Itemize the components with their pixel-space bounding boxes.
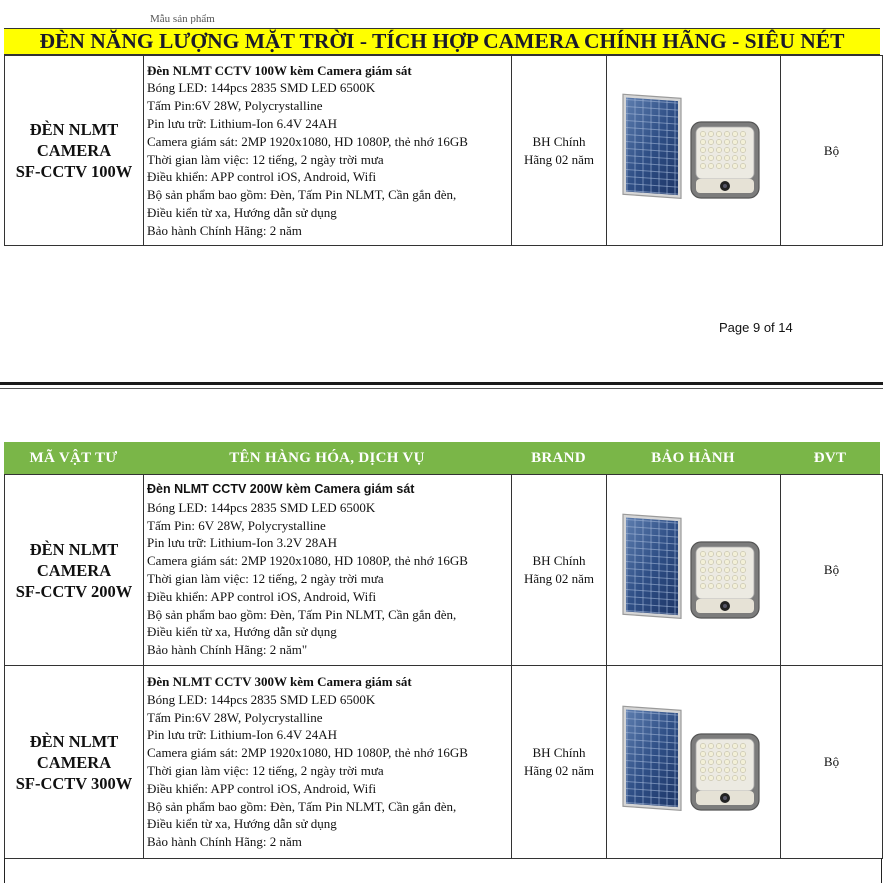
spec-line: Bóng LED: 144pcs 2835 SMD LED 6500K <box>147 499 376 515</box>
table-row <box>5 56 883 246</box>
page-divider-thin <box>0 388 883 389</box>
code-line: SF-CCTV 100W <box>15 162 133 181</box>
warranty-line: BH Chính <box>532 553 586 568</box>
spec-line: Tấm Pin: 6V 28W, Polycrystalline <box>147 517 326 533</box>
warranty-cell <box>512 666 607 859</box>
unit-cell: Bộ <box>781 475 883 666</box>
product-description <box>144 56 512 246</box>
product-image-cell <box>607 475 781 666</box>
spec-line: Pin lưu trữ: Lithium-Ion 3.2V 28AH <box>147 535 338 551</box>
product-code <box>5 666 144 859</box>
code-line: ĐÈN NLMT <box>29 120 119 139</box>
product-title: Đèn NLMT CCTV 200W kèm Camera giám sát <box>147 482 415 497</box>
product-table-top <box>4 55 883 246</box>
spec-line: Thời gian làm việc: 12 tiếng, 2 ngày trời mưa <box>147 151 384 167</box>
spec-line: Camera giám sát: 2MP 1920x1080, HD 1080P, thẻ nhớ 16GB <box>147 133 468 149</box>
spec-line: Bộ sản phẩm bao gồm: Đèn, Tấm Pin NLMT, Cần gắn đèn, <box>147 606 457 622</box>
page-number: Page 9 of 14 <box>719 320 793 335</box>
code-line: ĐÈN NLMT <box>29 539 119 559</box>
product-title: Đèn NLMT CCTV 100W kèm Camera giám sát <box>147 62 412 78</box>
spec-line: Tấm Pin:6V 28W, Polycrystalline <box>147 709 323 725</box>
spec-line: Điều khiển: APP control iOS, Android, Wifi <box>147 780 377 796</box>
product-image-cell <box>607 666 781 859</box>
product-table <box>4 474 883 859</box>
product-image <box>619 704 769 816</box>
warranty-line: BH Chính <box>532 745 586 760</box>
product-image <box>619 512 769 624</box>
product-image <box>619 92 769 204</box>
code-line: CAMERA <box>36 560 112 580</box>
spec-line: Bộ sản phẩm bao gồm: Đèn, Tấm Pin NLMT, Cần gắn đèn, <box>147 187 457 203</box>
page-divider <box>0 382 883 385</box>
warranty-cell <box>512 475 607 666</box>
spec-line: Pin lưu trữ: Lithium-Ion 6.4V 24AH <box>147 727 338 743</box>
table-header-row <box>4 442 880 474</box>
spec-line: Bảo hành Chính Hãng: 2 năm <box>147 834 302 850</box>
code-line: SF-CCTV 200W <box>15 581 133 601</box>
warranty-line: Hãng 02 năm <box>523 763 595 778</box>
header-brand: BRAND <box>531 450 586 466</box>
row-continuation-mark <box>881 858 882 883</box>
section-banner: ĐÈN NĂNG LƯỢNG MẶT TRỜI - TÍCH HỢP CAMERA CHÍNH HÃNG - SIÊU NÉT <box>4 28 880 55</box>
unit-cell: Bộ <box>781 56 883 246</box>
code-line: CAMERA <box>36 141 112 160</box>
spec-line: Camera giám sát: 2MP 1920x1080, HD 1080P, thẻ nhớ 16GB <box>147 745 468 761</box>
product-code <box>5 475 144 666</box>
table-row <box>5 666 883 859</box>
cut-off-text: Mẫu sản phẩm <box>150 14 215 24</box>
product-code <box>5 56 144 246</box>
spec-line: Bảo hành Chính Hãng: 2 năm <box>147 222 302 238</box>
warranty-line: BH Chính <box>532 133 586 149</box>
product-title: Đèn NLMT CCTV 300W kèm Camera giám sát <box>147 674 412 690</box>
spec-line: Bảo hành Chính Hãng: 2 năm" <box>147 642 308 658</box>
header-name: TÊN HÀNG HÓA, DỊCH VỤ <box>229 450 425 466</box>
spec-line: Điều kiển từ xa, Hướng dẫn sử dụng <box>147 816 337 832</box>
code-line: SF-CCTV 300W <box>15 773 133 793</box>
spec-line: Thời gian làm việc: 12 tiếng, 2 ngày trời mưa <box>147 571 384 586</box>
unit-cell: Bộ <box>781 666 883 859</box>
spec-line: Pin lưu trữ: Lithium-Ion 6.4V 24AH <box>147 115 338 131</box>
header-unit: ĐVT <box>813 450 847 466</box>
warranty-cell <box>512 56 607 246</box>
warranty-line: Hãng 02 năm <box>523 571 595 586</box>
spec-line: Camera giám sát: 2MP 1920x1080, HD 1080P, thẻ nhớ 16GB <box>147 553 468 569</box>
spec-line: Điều khiển: APP control iOS, Android, Wifi <box>147 588 377 604</box>
spec-line: Bộ sản phẩm bao gồm: Đèn, Tấm Pin NLMT, Cần gắn đèn, <box>147 798 457 814</box>
product-description <box>144 475 512 666</box>
spec-line: Điều kiển từ xa, Hướng dẫn sử dụng <box>147 624 337 640</box>
spec-line: Điều kiển từ xa, Hướng dẫn sử dụng <box>147 204 337 220</box>
table-row <box>5 475 883 666</box>
warranty-line: Hãng 02 năm <box>523 151 595 167</box>
spec-line: Bóng LED: 144pcs 2835 SMD LED 6500K <box>147 691 376 707</box>
code-line: ĐÈN NLMT <box>29 731 119 751</box>
header-code: MÃ VẬT TƯ <box>29 450 118 466</box>
header-warranty: BẢO HÀNH <box>651 450 735 466</box>
code-line: CAMERA <box>36 752 112 772</box>
spec-line: Bóng LED: 144pcs 2835 SMD LED 6500K <box>147 80 376 96</box>
product-image-cell <box>607 56 781 246</box>
product-description <box>144 666 512 859</box>
row-continuation-mark <box>4 858 5 883</box>
spec-line: Điều khiển: APP control iOS, Android, Wifi <box>147 169 377 185</box>
spec-line: Tấm Pin:6V 28W, Polycrystalline <box>147 98 323 114</box>
spec-line: Thời gian làm việc: 12 tiếng, 2 ngày trời mưa <box>147 763 384 778</box>
